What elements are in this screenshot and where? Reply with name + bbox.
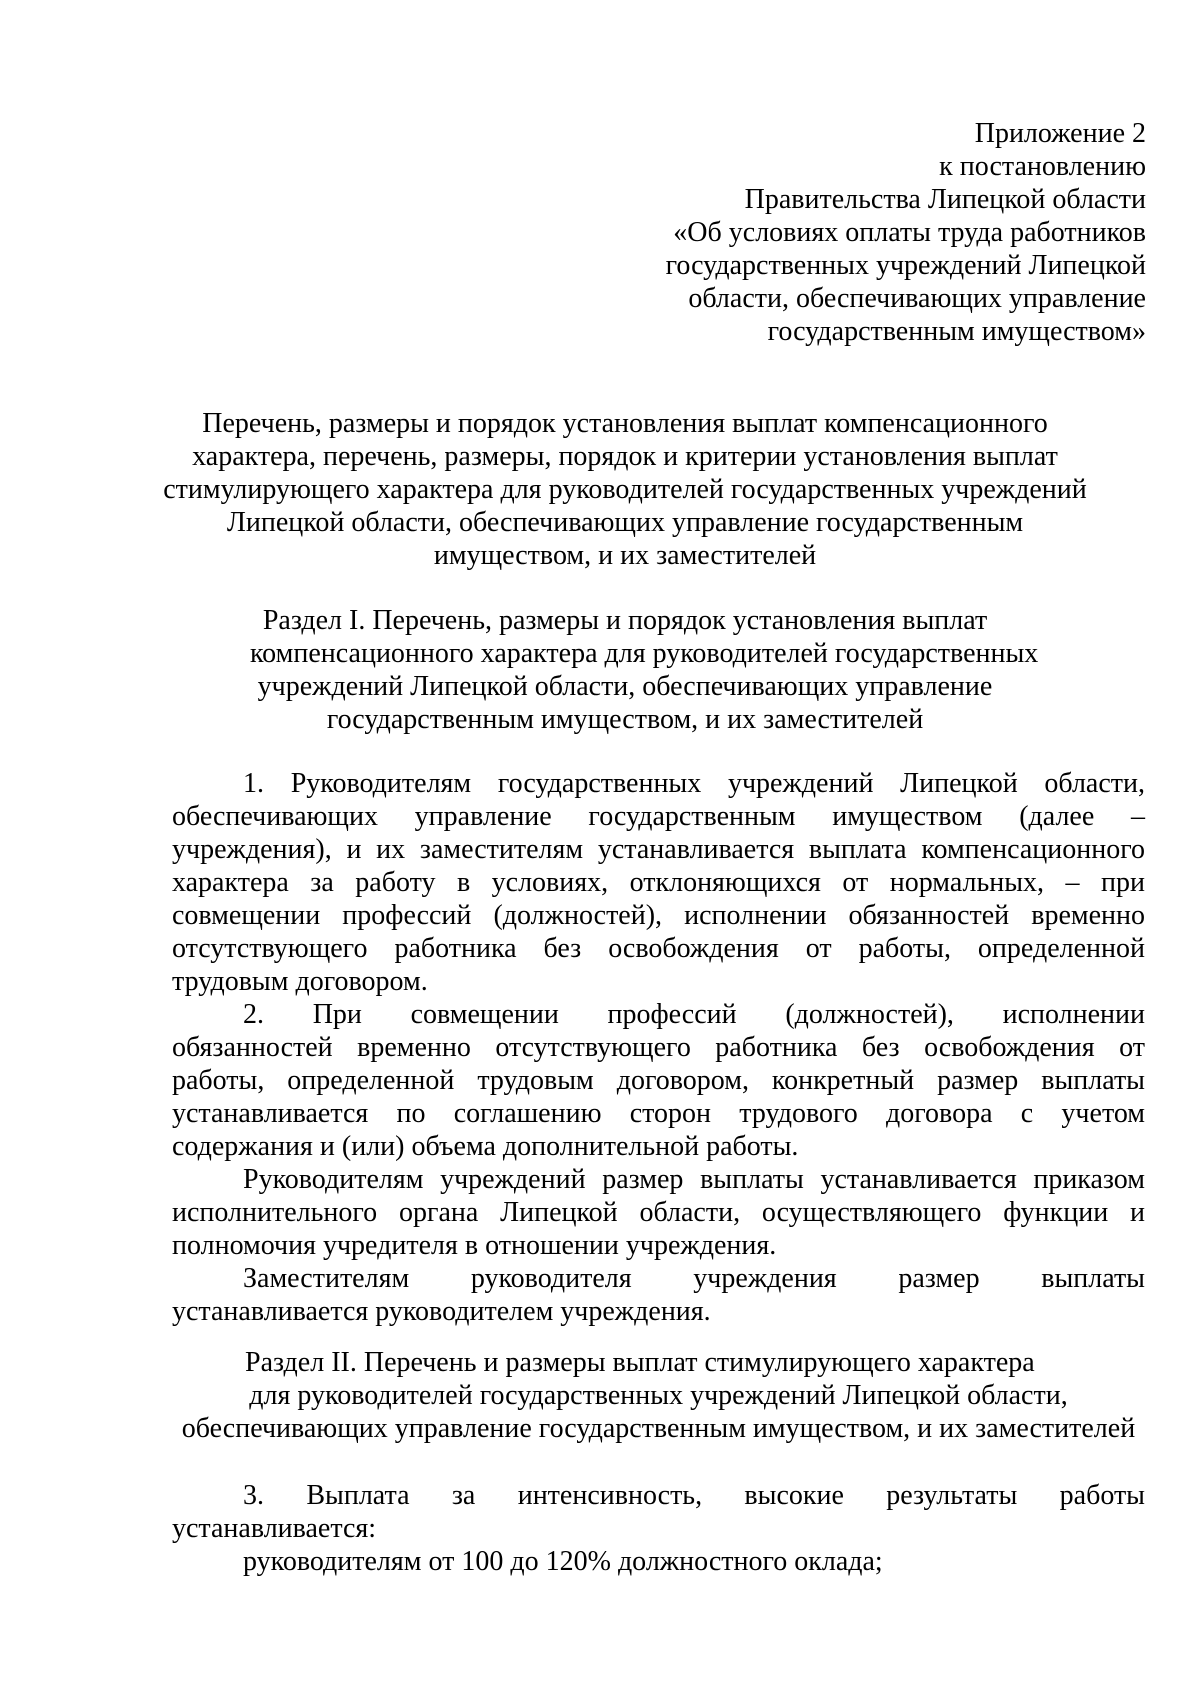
paragraph-line: устанавливается по соглашению сторон трудового договора с учетом <box>172 1098 1145 1129</box>
paragraph-line: полномочия учредителя в отношении учреждения. <box>172 1230 777 1261</box>
paragraph-line: обязанностей временно отсутствующего работника без освобождения от <box>172 1032 1145 1063</box>
document-title <box>150 407 1100 572</box>
section-heading-line: Раздел II. Перечень и размеры выплат стимулирующего характера <box>245 1347 1035 1378</box>
section-2-body <box>172 1479 1145 1578</box>
appendix-line: Правительства Липецкой области <box>744 184 1146 215</box>
paragraph-line: Руководителям учреждений размер выплаты устанавливается приказом <box>243 1164 1145 1195</box>
section-2-heading <box>172 1346 1145 1445</box>
appendix-line: Приложение 2 <box>974 118 1146 149</box>
section-heading-line: компенсационного характера для руководителей государственных <box>250 638 1039 669</box>
title-line: характера, перечень, размеры, порядок и критерии установления выплат <box>192 441 1058 472</box>
paragraph-line: трудовым договором. <box>172 966 428 997</box>
paragraph-line: руководителям от 100 до 120% должностного оклада; <box>243 1546 883 1577</box>
appendix-line: к постановлению <box>939 151 1146 182</box>
paragraph-line: устанавливается: <box>172 1513 377 1544</box>
appendix-line: государственных учреждений Липецкой <box>665 250 1146 281</box>
paragraph-line: отсутствующего работника без освобождения от работы, определенной <box>172 933 1145 964</box>
appendix-line: «Об условиях оплаты труда работников <box>673 217 1146 248</box>
section-1-heading <box>250 604 1039 736</box>
title-line: Перечень, размеры и порядок установления выплат компенсационного <box>202 408 1048 439</box>
title-line: имуществом, и их заместителей <box>433 540 817 571</box>
section-heading-line: учреждений Липецкой области, обеспечивающих управление <box>257 671 993 702</box>
appendix-line: государственным имуществом» <box>767 316 1146 347</box>
section-heading-line: Раздел I. Перечень, размеры и порядок установления выплат <box>262 605 988 636</box>
paragraph-line: исполнительного органа Липецкой области, осуществляющего функции и <box>172 1197 1145 1228</box>
paragraph-line: 2. При совмещении профессий (должностей), исполнении <box>243 999 1145 1030</box>
section-heading-line: для руководителей государственных учреждений Липецкой области, <box>249 1380 1068 1411</box>
appendix-line: области, обеспечивающих управление <box>688 283 1146 314</box>
paragraph-line: устанавливается руководителем учреждения. <box>172 1296 711 1327</box>
paragraph-line: содержания и (или) объема дополнительной работы. <box>172 1131 799 1162</box>
section-heading-line: государственным имуществом, и их заместителей <box>326 704 924 735</box>
paragraph-line: Заместителям руководителя учреждения размер выплаты <box>243 1263 1145 1294</box>
appendix-header <box>546 117 1146 348</box>
paragraph-line: работы, определенной трудовым договором, конкретный размер выплаты <box>172 1065 1145 1096</box>
paragraph-line: 3. Выплата за интенсивность, высокие результаты работы <box>243 1480 1145 1511</box>
section-1-body <box>172 767 1145 1328</box>
paragraph-line: учреждения), и их заместителям устанавливается выплата компенсационного <box>172 834 1145 865</box>
title-line: Липецкой области, обеспечивающих управление государственным <box>226 507 1024 538</box>
section-heading-line: обеспечивающих управление государственным имуществом, и их заместителей <box>181 1413 1136 1444</box>
paragraph-line: обеспечивающих управление государственным имуществом (далее – <box>172 801 1145 832</box>
paragraph-line: характера за работу в условиях, отклоняющихся от нормальных, – при <box>172 867 1145 898</box>
title-line: стимулирующего характера для руководителей государственных учреждений <box>163 474 1087 505</box>
paragraph-line: совмещении профессий (должностей), исполнении обязанностей временно <box>172 900 1145 931</box>
paragraph-line: 1. Руководителям государственных учреждений Липецкой области, <box>243 768 1145 799</box>
